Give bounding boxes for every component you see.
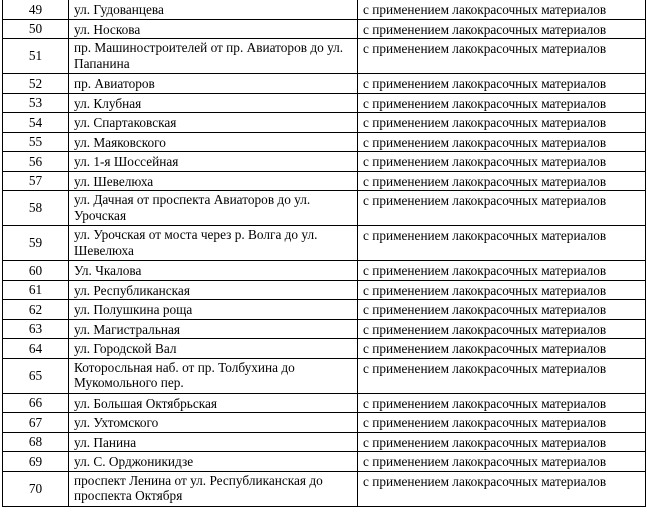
- marking-method: с применением лакокрасочных материалов: [358, 319, 646, 339]
- row-number: 69: [3, 452, 69, 472]
- table-row: [3, 19, 646, 39]
- row-number: 55: [3, 132, 69, 152]
- table-body: [3, 0, 646, 506]
- row-number: 63: [3, 319, 69, 339]
- marking-method: с применением лакокрасочных материалов: [358, 471, 646, 506]
- marking-method: с применением лакокрасочных материалов: [358, 280, 646, 300]
- table-row: [3, 74, 646, 94]
- street-name: Которосльная наб. от пр. Толбухина до Мукомольного пер.: [69, 358, 358, 393]
- streets-table: [2, 0, 646, 507]
- row-number: 59: [3, 226, 69, 261]
- table-row: [3, 471, 646, 506]
- marking-method: с применением лакокрасочных материалов: [358, 93, 646, 113]
- street-name: пр. Авиаторов: [69, 74, 358, 94]
- marking-method: с применением лакокрасочных материалов: [358, 113, 646, 133]
- table-row: [3, 171, 646, 191]
- street-name: ул. 1-я Шоссейная: [69, 152, 358, 172]
- table-row: [3, 113, 646, 133]
- table-row: [3, 452, 646, 472]
- marking-method: с применением лакокрасочных материалов: [358, 339, 646, 359]
- street-name: ул. Шевелюха: [69, 171, 358, 191]
- street-name: ул. Магистральная: [69, 319, 358, 339]
- marking-method: с применением лакокрасочных материалов: [358, 171, 646, 191]
- street-name: ул. Гудованцева: [69, 0, 358, 19]
- row-number: 49: [3, 0, 69, 19]
- row-number: 66: [3, 393, 69, 413]
- street-name: пр. Машиностроителей от пр. Авиаторов до ул. Папанина: [69, 39, 358, 74]
- table-row: [3, 93, 646, 113]
- table-row: [3, 413, 646, 433]
- row-number: 64: [3, 339, 69, 359]
- street-name: ул. С. Орджоникидзе: [69, 452, 358, 472]
- street-name: ул. Полушкина роща: [69, 300, 358, 320]
- marking-method: с применением лакокрасочных материалов: [358, 39, 646, 74]
- street-name: ул. Дачная от проспекта Авиаторов до ул. Урочская: [69, 191, 358, 226]
- marking-method: с применением лакокрасочных материалов: [358, 0, 646, 19]
- row-number: 60: [3, 261, 69, 281]
- street-name: ул. Урочская от моста через р. Волга до ул. Шевелюха: [69, 226, 358, 261]
- marking-method: с применением лакокрасочных материалов: [358, 191, 646, 226]
- table-row: [3, 191, 646, 226]
- street-name: ул. Спартаковская: [69, 113, 358, 133]
- row-number: 51: [3, 39, 69, 74]
- marking-method: с применением лакокрасочных материалов: [358, 74, 646, 94]
- marking-method: с применением лакокрасочных материалов: [358, 393, 646, 413]
- street-name: ул. Носкова: [69, 19, 358, 39]
- row-number: 67: [3, 413, 69, 433]
- marking-method: с применением лакокрасочных материалов: [358, 452, 646, 472]
- row-number: 54: [3, 113, 69, 133]
- row-number: 68: [3, 432, 69, 452]
- table-row: [3, 339, 646, 359]
- table-row: [3, 152, 646, 172]
- street-name: проспект Ленина от ул. Республиканская до проспекта Октября: [69, 471, 358, 506]
- row-number: 58: [3, 191, 69, 226]
- street-name: ул. Клубная: [69, 93, 358, 113]
- table-row: [3, 280, 646, 300]
- table-row: [3, 261, 646, 281]
- street-name: ул. Республиканская: [69, 280, 358, 300]
- marking-method: с применением лакокрасочных материалов: [358, 132, 646, 152]
- row-number: 53: [3, 93, 69, 113]
- table-row: [3, 132, 646, 152]
- marking-method: с применением лакокрасочных материалов: [358, 261, 646, 281]
- marking-method: с применением лакокрасочных материалов: [358, 432, 646, 452]
- row-number: 57: [3, 171, 69, 191]
- street-name: ул. Панина: [69, 432, 358, 452]
- table-row: [3, 393, 646, 413]
- row-number: 62: [3, 300, 69, 320]
- marking-method: с применением лакокрасочных материалов: [358, 19, 646, 39]
- row-number: 70: [3, 471, 69, 506]
- row-number: 50: [3, 19, 69, 39]
- street-name: ул. Большая Октябрьская: [69, 393, 358, 413]
- street-name: Ул. Чкалова: [69, 261, 358, 281]
- row-number: 65: [3, 358, 69, 393]
- table-row: [3, 39, 646, 74]
- table-row: [3, 358, 646, 393]
- street-name: ул. Маяковского: [69, 132, 358, 152]
- table-row: [3, 432, 646, 452]
- row-number: 56: [3, 152, 69, 172]
- street-name: ул. Городской Вал: [69, 339, 358, 359]
- table-row: [3, 300, 646, 320]
- table-row: [3, 0, 646, 19]
- marking-method: с применением лакокрасочных материалов: [358, 226, 646, 261]
- marking-method: с применением лакокрасочных материалов: [358, 358, 646, 393]
- marking-method: с применением лакокрасочных материалов: [358, 413, 646, 433]
- table-row: [3, 226, 646, 261]
- row-number: 61: [3, 280, 69, 300]
- marking-method: с применением лакокрасочных материалов: [358, 300, 646, 320]
- street-name: ул. Ухтомского: [69, 413, 358, 433]
- marking-method: с применением лакокрасочных материалов: [358, 152, 646, 172]
- row-number: 52: [3, 74, 69, 94]
- table-row: [3, 319, 646, 339]
